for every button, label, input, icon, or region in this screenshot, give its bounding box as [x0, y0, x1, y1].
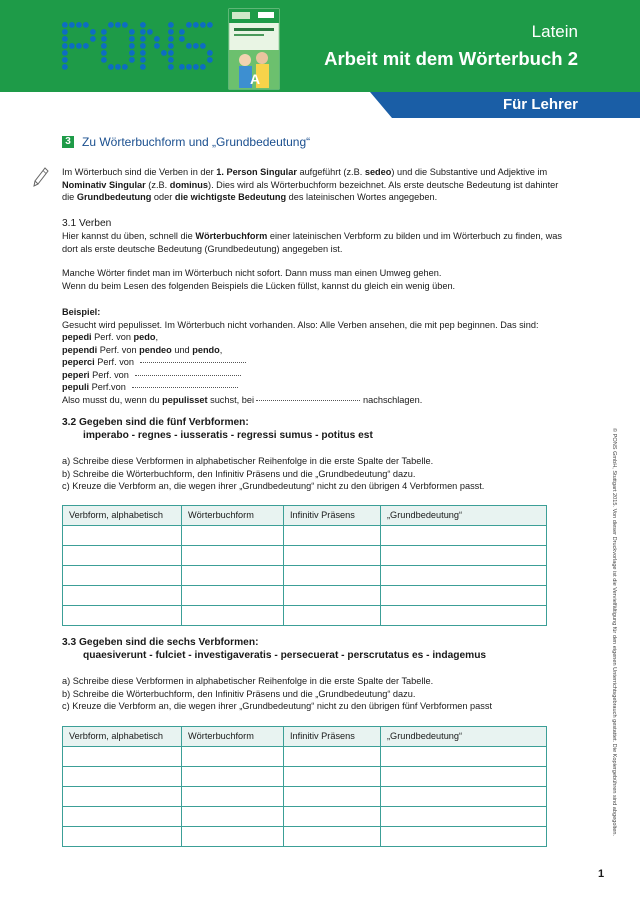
fill-in-blank[interactable] — [132, 387, 238, 388]
s31-bold: Wörterbuchform — [195, 231, 268, 241]
table-cell[interactable] — [381, 586, 547, 606]
s31-text: einer lateinischen Verbform zu bilden und im Wörterbuch zu finden, was dort als erste deutsche Bedeutung (Grundbedeutung) angegeben ist. — [62, 231, 562, 254]
example-text: Also musst du, wenn du — [62, 394, 163, 405]
task-list — [62, 675, 562, 713]
table-cell[interactable] — [284, 566, 381, 586]
table-cell[interactable] — [63, 526, 182, 546]
table-header: Infinitiv Präsens — [284, 506, 381, 526]
example-text: Perf. von — [94, 357, 135, 367]
example-block — [62, 306, 562, 406]
intro-text: Im Wörterbuch sind die Verben in der — [62, 167, 217, 177]
intro-text: des lateinischen Wortes angegeben. — [286, 192, 438, 202]
table-row — [63, 526, 547, 546]
task-item: a) Schreibe diese Verbformen in alphabetischer Reihenfolge in die erste Spalte der Tabelle. — [62, 456, 434, 466]
table-cell[interactable] — [284, 807, 381, 827]
example-row — [62, 369, 562, 382]
worksheet-title: Arbeit mit dem Wörterbuch 2 — [324, 48, 578, 69]
table-cell[interactable] — [182, 586, 284, 606]
subject-label: Latein — [531, 22, 578, 41]
table-header: Verbform, alphabetisch — [63, 727, 182, 747]
intro-text: (z.B. — [145, 179, 170, 190]
example-row — [62, 356, 562, 369]
task-item: c) Kreuze die Verbform an, die wegen ihrer „Grundbedeutung“ nicht zu den übrigen 4 Verbformen passt. — [62, 481, 485, 491]
table-cell[interactable] — [63, 787, 182, 807]
intro-text: aufgeführt (z.B. — [296, 167, 365, 177]
table-cell[interactable] — [381, 526, 547, 546]
table-row — [63, 767, 547, 787]
table-cell[interactable] — [284, 546, 381, 566]
example-heading: Beispiel: — [62, 307, 101, 317]
example-bold: peperci — [62, 357, 95, 367]
subsection-heading: 3.2 Gegeben sind die fünf Verbformen: — [62, 417, 249, 428]
section-number-badge: 3 — [62, 136, 74, 148]
s31-paragraph: Wenn du beim Lesen des folgenden Beispiels die Lücken füllst, kannst du gleich ein wenig üben. — [62, 280, 456, 291]
s31-text: Hier kannst du üben, schnell die — [62, 231, 196, 241]
table-cell[interactable] — [381, 606, 547, 626]
example-text: Perf. von — [97, 344, 140, 355]
example-bold: pendo — [192, 344, 220, 355]
table-row — [63, 546, 547, 566]
table-cell[interactable] — [182, 546, 284, 566]
task-list — [62, 455, 562, 493]
example-text: Perf. von — [89, 369, 129, 380]
intro-bold: 1. Person Singular — [216, 167, 297, 177]
table-cell[interactable] — [381, 807, 547, 827]
table-header: Verbform, alphabetisch — [63, 506, 182, 526]
table-cell[interactable] — [381, 566, 547, 586]
table-row — [63, 827, 547, 847]
verb-forms: imperabo - regnes - iusseratis - regressi sumus - potitus est — [83, 430, 373, 441]
table-cell[interactable] — [63, 606, 182, 626]
answer-table-1 — [62, 505, 547, 626]
pons-logo-icon — [60, 20, 215, 70]
table-row — [63, 586, 547, 606]
example-text: Perf. von — [91, 332, 134, 342]
book-cover-icon — [228, 8, 280, 90]
table-row — [63, 787, 547, 807]
example-text: nachschlagen. — [363, 394, 423, 405]
section-3-2 — [62, 416, 562, 442]
intro-text: ) und die Substantive und Adjektive im — [391, 167, 548, 177]
page-number: 1 — [598, 868, 605, 880]
table-cell[interactable] — [182, 566, 284, 586]
example-bold: pedo — [133, 332, 156, 342]
section-3-1 — [62, 217, 562, 255]
example-bold: pepuli — [62, 382, 90, 392]
table-header: Infinitiv Präsens — [284, 727, 381, 747]
table-cell[interactable] — [284, 606, 381, 626]
table-cell[interactable] — [381, 787, 547, 807]
intro-text: oder — [151, 192, 175, 202]
table-cell[interactable] — [182, 827, 284, 847]
example-row — [62, 344, 562, 357]
table-row — [63, 566, 547, 586]
svg-text:A: A — [250, 71, 261, 87]
table-header: Wörterbuchform — [182, 727, 284, 747]
example-line: Gesucht wird pepulisset. Im Wörterbuch nicht vorhanden. Also: Alle Verben ansehen, die mit pep beginnen. Das sind: — [62, 319, 539, 330]
table-header: „Grundbedeutung“ — [381, 506, 547, 526]
fill-in-blank[interactable] — [140, 362, 246, 363]
example-text: , — [155, 332, 158, 342]
verb-forms: quaesiverunt - fulciet - investigaveratis - persecuerat - perscrutatus es - indagemus — [83, 650, 487, 661]
intro-bold: Grundbedeutung — [76, 192, 152, 202]
table-cell[interactable] — [182, 787, 284, 807]
table-cell[interactable] — [182, 606, 284, 626]
copyright-note: © PONS GmbH, Stuttgart 2015. Von dieser Druckvorlage ist die Vervielfältigung für den eigenen Unterrichtsgebrauch gestattet. Die Kopiergebühren sind abgegolten. — [611, 428, 617, 837]
example-text: Perf.von — [89, 382, 126, 392]
example-bold: pendeo — [139, 344, 172, 355]
answer-table-2 — [62, 726, 547, 847]
task-item: b) Schreibe die Wörterbuchform, den Infinitiv Präsens und die „Grundbedeutung“ dazu. — [62, 688, 416, 699]
table-cell[interactable] — [63, 767, 182, 787]
s31-paragraph: Manche Wörter findet man im Wörterbuch nicht sofort. Dann muss man einen Umweg gehen. — [62, 268, 442, 278]
intro-paragraph — [62, 166, 562, 204]
pencil-icon — [32, 166, 50, 190]
table-cell[interactable] — [63, 586, 182, 606]
intro-bold: Nominativ Singular — [62, 179, 146, 190]
table-cell[interactable] — [63, 566, 182, 586]
header-banner — [0, 0, 640, 92]
example-row — [62, 381, 562, 394]
table-cell[interactable] — [284, 526, 381, 546]
table-cell[interactable] — [63, 546, 182, 566]
example-row — [62, 394, 562, 407]
audience-label: Für Lehrer — [502, 96, 578, 113]
intro-bold: die wichtigste Bedeutung — [174, 192, 287, 202]
intro-bold: sedeo — [364, 167, 392, 177]
table-cell[interactable] — [284, 827, 381, 847]
example-bold: pepedi — [62, 332, 92, 342]
subsection-heading: 3.1 Verben — [62, 218, 112, 229]
example-text: suchst, bei — [207, 394, 255, 405]
table-row — [63, 747, 547, 767]
example-row — [62, 331, 562, 344]
intro-bold: dominus — [169, 179, 209, 190]
table-cell[interactable] — [182, 747, 284, 767]
task-item: a) Schreibe diese Verbformen in alphabetischer Reihenfolge in die erste Spalte der Tabelle. — [62, 676, 434, 686]
fill-in-blank[interactable] — [135, 375, 241, 376]
task-item: c) Kreuze die Verbform an, die wegen ihrer „Grundbedeutung“ nicht zu den übrigen fünf Verbformen passt — [62, 701, 493, 711]
fill-in-blank[interactable] — [256, 400, 360, 401]
section-3-1-note — [62, 267, 562, 292]
table-cell[interactable] — [63, 807, 182, 827]
section-3-3 — [62, 636, 562, 662]
table-cell[interactable] — [381, 546, 547, 566]
table-cell[interactable] — [381, 767, 547, 787]
table-cell[interactable] — [182, 767, 284, 787]
table-cell[interactable] — [381, 827, 547, 847]
example-bold: pependi — [62, 344, 98, 355]
table-header: Wörterbuchform — [182, 506, 284, 526]
table-cell[interactable] — [182, 526, 284, 546]
table-cell[interactable] — [284, 747, 381, 767]
section-title — [62, 134, 310, 150]
example-bold: pepulisset — [162, 394, 208, 405]
table-cell[interactable] — [381, 747, 547, 767]
table-row — [63, 807, 547, 827]
table-cell[interactable] — [63, 747, 182, 767]
table-cell[interactable] — [284, 787, 381, 807]
table-row — [63, 606, 547, 626]
task-item: b) Schreibe die Wörterbuchform, den Infinitiv Präsens und die „Grundbedeutung“ dazu. — [62, 468, 416, 479]
subsection-heading: 3.3 Gegeben sind die sechs Verbformen: — [62, 637, 259, 648]
example-text: und — [171, 344, 193, 355]
table-cell[interactable] — [284, 767, 381, 787]
example-text: , — [219, 344, 223, 355]
table-cell[interactable] — [63, 827, 182, 847]
table-header: „Grundbedeutung“ — [381, 727, 547, 747]
table-cell[interactable] — [284, 586, 381, 606]
intro-text: ). Dies wird als Wörterbuchform bezeichnet. Als erste deutsche Bedeutung ist dahinter die — [62, 179, 559, 202]
example-bold: peperi — [62, 369, 90, 380]
table-cell[interactable] — [182, 807, 284, 827]
section-title-text: Zu Wörterbuchform und „Grundbedeutung“ — [82, 135, 311, 149]
